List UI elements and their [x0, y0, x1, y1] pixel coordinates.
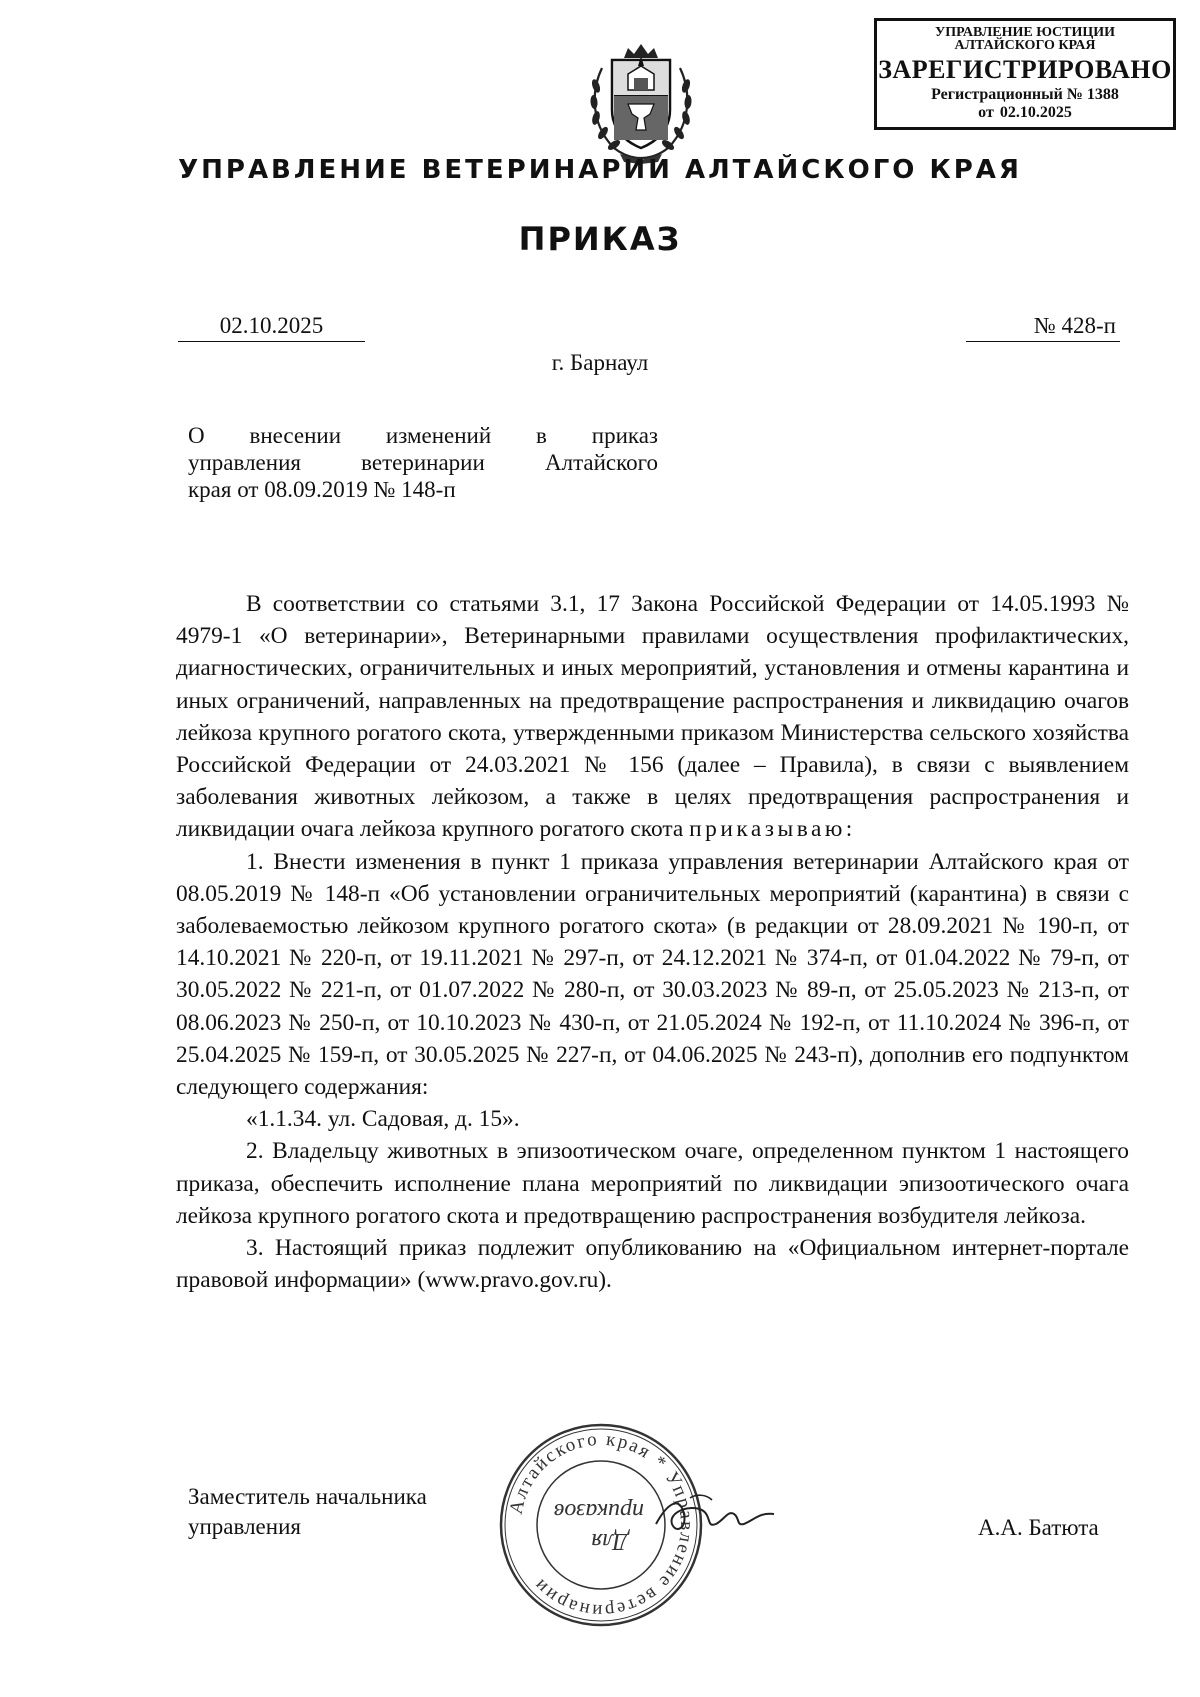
document-type-title: ПРИКАЗ [518, 220, 682, 258]
preamble-text: В соответствии со статьями 3.1, 17 Закона Российской Федерации от 14.05.1993 № 4979-1 «О ветеринарии», Ветеринарными правилами осуществления профилактических, диагностических, ограничительных и иных мероприятий, установления и отмены карантина и иных ограничений, направленных на предотвращение распространения и ликвидацию очагов лейкоза крупного рогатого скота, утвержденными приказом Министерства сельского хозяйства Российской Федерации от 24.03.2021 № 156 (далее – Правила), в связи с выявлением заболевания животных лейкозом, а также в целях предотвращения распространения и ликвидации очага лейкоза крупного рогатого скота [176, 591, 1129, 843]
order-colon: : [845, 816, 853, 843]
signer-title-line2: управления [188, 1514, 301, 1539]
signer-title [188, 1482, 427, 1542]
subject-line-1: О внесении изменений в приказ [188, 423, 658, 448]
body-item-1-quote: «1.1.34. ул. Садовая, д. 15». [246, 1106, 520, 1133]
svg-text:Для: Для [591, 1528, 628, 1554]
document-body [176, 588, 1129, 1296]
document-subject [188, 422, 658, 503]
organization-title: УПРАВЛЕНИЕ ВЕТЕРИНАРИИ АЛТАЙСКОГО КРАЯ [178, 155, 1022, 185]
document-city [0, 350, 1200, 376]
document-city-text: г. Барнаул [551, 350, 649, 375]
stamp-reg-date-line [877, 104, 1173, 122]
subject-line-2: управления ветеринарии Алтайского [188, 450, 658, 475]
svg-text:Алтайского края * Управление в: Алтайского края * Управление ветеринарии [505, 1428, 698, 1622]
altai-krai-coat-of-arms-icon [584, 38, 698, 164]
svg-text:приказов: приказов [553, 1498, 644, 1524]
signer-title-line1: Заместитель начальника [188, 1484, 427, 1509]
registration-stamp [874, 18, 1176, 130]
subject-line-3: края от 08.09.2019 № 148-п [188, 477, 456, 502]
stamp-reg-date-prefix: от [978, 104, 994, 121]
handwritten-signature [650, 1484, 780, 1544]
stamp-reg-number: Регистрационный № 1388 [931, 86, 1119, 103]
stamp-status: ЗАРЕГИСТРИРОВАНО [878, 55, 1172, 84]
stamp-org-line1: УПРАВЛЕНИЕ ЮСТИЦИИ [935, 25, 1115, 40]
body-preamble [176, 588, 1129, 846]
order-word: приказываю [689, 816, 846, 843]
signer-name: А.А. Батюта [978, 1515, 1099, 1540]
stamp-reg-date: 02.10.2025 [999, 104, 1072, 121]
body-item-1: 1. Внести изменения в пункт 1 приказа управления ветеринарии Алтайского края от 08.05.2019 № 148-п «Об установлении ограничительных мероприятий (карантина) в связи с заболеваемостью лейкозом крупного рогатого скота» (в редакции от 28.09.2021 № 190-п, от 14.10.2021 № 220-п, от 19.11.2021 № 297-п, от 24.12.2021 № 374-п, от 01.04.2022 № 79-п, от 30.05.2022 № 221-п, от 01.07.2022 № 280-п, от 30.03.2023 № 89-п, от 25.05.2023 № 213-п, от 08.06.2023 № 250-п, от 10.10.2023 № 430-п, от 21.05.2024 № 192-п, от 11.10.2024 № 396-п, от 25.04.2025 № 159-п, от 30.05.2025 № 227-п, от 04.06.2025 № 243-п), дополнив его подпунктом следующего содержания: [176, 848, 1129, 1101]
body-item-3: 3. Настоящий приказ подлежит опубликованию на «Официальном интернет-портале правовой информации» (www.pravo.gov.ru). [176, 1235, 1129, 1294]
document-number: № 428-п [966, 313, 1120, 342]
document-date: 02.10.2025 [178, 313, 365, 342]
body-item-2: 2. Владельцу животных в эпизоотическом очаге, определенном пунктом 1 настоящего приказа, обеспечить исполнение плана мероприятий по ликвидации эпизоотического очага лейкоза крупного рогатого скота и предотвращению распространения возбудителя лейкоза. [176, 1138, 1129, 1229]
stamp-org-line2: АЛТАЙСКОГО КРАЯ [954, 38, 1096, 53]
